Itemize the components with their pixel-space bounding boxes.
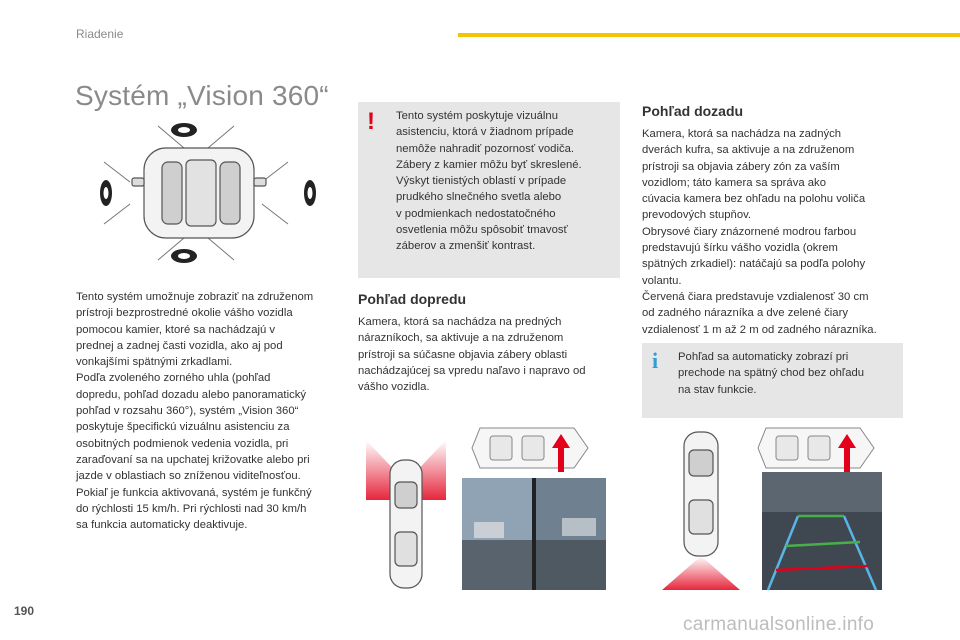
mini-screen-diagram <box>472 428 588 468</box>
watermark: carmanualsonline.info <box>683 614 875 635</box>
info-icon: i <box>652 348 659 373</box>
car-front-outline <box>390 460 422 588</box>
warning-exclamation-icon: ! <box>367 108 375 135</box>
rear-camera-view-cone <box>662 556 740 590</box>
intro-text: Tento systém umožnuje zobraziť na združenom prístroji bezprostredné okolie vášho vozidla pomocou kamier, ktoré sa nachádzajú v prednej a zadnej časti vozidla, ako aj pod vonkajšími spätnými zrkadlami. Podľa zvoleného zorného uhla (pohľad dopredu, pohľad dozadu alebo panoramatický pohľad v rozsahu 360°), systém „Vision 360“ poskytuje špecifickú vizuálnu asistenciu za osobitných podmienok vedenia vozidla, pri zaraďovaní sa na upchatej križovatke alebo pri jazde v oblastiach so zníženou viditeľnosťou. Pokiaľ je funkcia aktivovaná, systém je funkčný do rýchlosti 15 km/h. Pri rýchlosti nad 30 km/h sa funkcia automaticky deaktivuje. <box>76 291 314 532</box>
warning-text: Tento systém poskytuje vizuálnu asistenciu, ktorá v žiadnom prípade nemôže nahradiť pozornosť vodiča. Zábery z kamier môžu byť skreslené. Výskyt tienistých oblastí v prípade prudkého slnečného svetla alebo v podmienkach nedostatočného osvetlenia môžu spôsobiť tmavosť záberov a zmenšiť kontrast. <box>396 110 582 253</box>
mini-screen-diagram <box>758 428 874 468</box>
info-box <box>642 343 903 418</box>
car-rear-outline <box>684 432 718 556</box>
rear-view-illustration <box>648 420 910 592</box>
front-view-heading: Pohľad dopredu <box>358 291 467 307</box>
rear-view-heading: Pohľad dozadu <box>642 103 744 119</box>
info-text: Pohľad sa automaticky zobrazí pri prechode na spätný chod bez ohľadu na stav funkcie. <box>678 351 865 396</box>
front-view-text: Kamera, ktorá sa nachádza na predných nárazníkoch, sa aktivuje a na združenom prístroji sa súčasne objavia zábery oblasti nachádzajúcej sa vpredu naľavo i napravo od vášho vozidla. <box>358 316 586 394</box>
car-cameras-diagram <box>96 118 326 268</box>
section-label: Riadenie <box>76 27 124 41</box>
page-number: 190 <box>14 604 35 618</box>
rear-camera-photo <box>762 472 882 590</box>
car-top-view <box>132 148 266 238</box>
page-title: Systém „Vision 360“ <box>75 79 329 111</box>
front-view-illustration <box>362 420 624 592</box>
warning-box <box>358 102 620 278</box>
front-camera-photo <box>462 478 606 590</box>
rear-view-text: Kamera, ktorá sa nachádza na zadných dverách kufra, sa aktivuje a na združenom prístroji sa objavia zábery zón za vaším vozidlom; táto kamera sa správa ako cúvacia kamera bez ohľadu na polohu voliča prevodových stupňov. Obrysové čiary znázornené modrou farbou predstavujú šírku vášho vozidla (okrem spätných zrkadiel): natáčajú sa podľa polohy volantu. Červená čiara predstavuje vzdialenosť 30 cm od zadného nárazníka a dve zelené čiary vzdialenosť 1 m až 2 m od zadného nárazníka. <box>642 128 877 336</box>
header-rule <box>458 33 960 37</box>
